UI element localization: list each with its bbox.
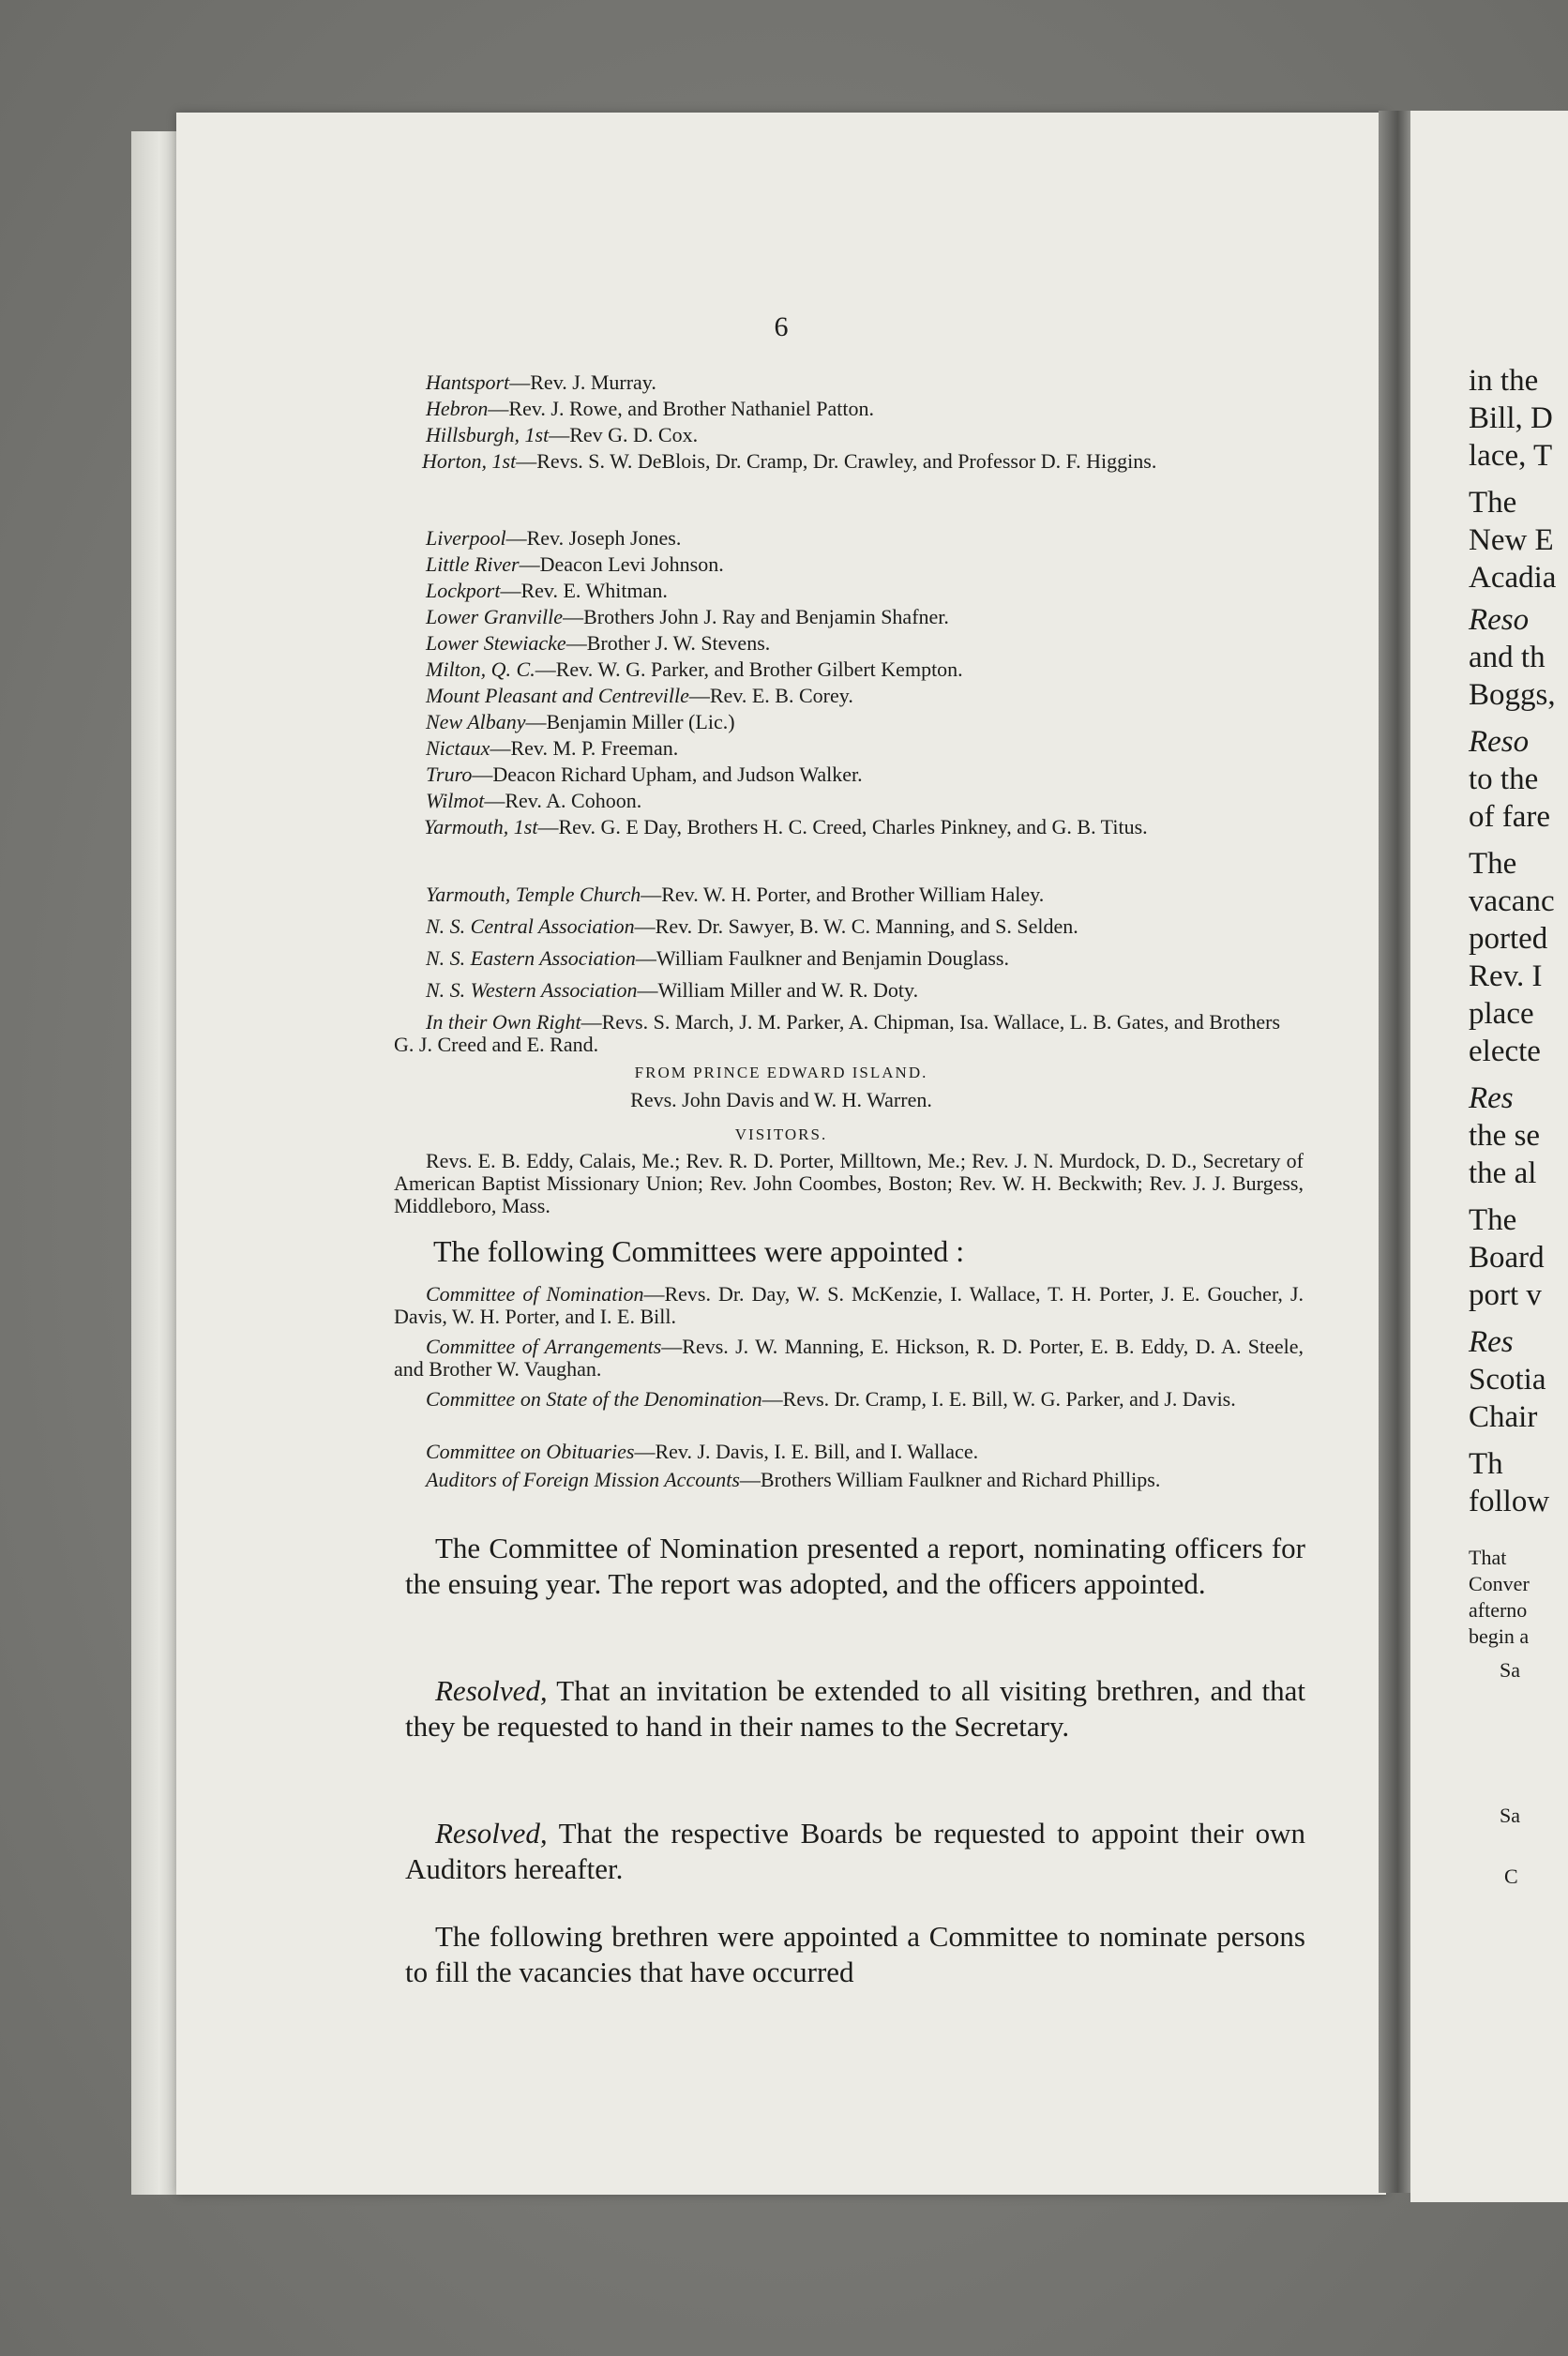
delegate-place: New Albany: [426, 710, 526, 733]
visitors-heading: VISITORS.: [734, 1125, 828, 1143]
delegate-names: —Revs. S. March, J. M. Parker, A. Chipman, Isa. Wallace, L. B. Gates, and Brothers G. J. Creed and E. Rand.: [394, 1010, 1281, 1056]
right-page-line: Chair: [1469, 1400, 1538, 1434]
right-page-line: Board: [1469, 1241, 1545, 1275]
delegate-entry: [394, 1011, 1304, 1056]
delegate-place: In their Own Right: [426, 1010, 581, 1034]
resolved-label: Resolved,: [435, 1817, 548, 1850]
delegate-place: Lower Stewiacke: [426, 631, 566, 655]
delegate-place: Horton, 1st: [422, 449, 517, 473]
delegate-place: N. S. Western Association: [426, 978, 638, 1002]
delegate-names: —Deacon Levi Johnson.: [519, 552, 724, 576]
delegate-names: —Brothers John J. Ray and Benjamin Shafner.: [563, 605, 949, 628]
right-page-line: electe: [1469, 1035, 1541, 1068]
delegate-place: Liverpool: [426, 526, 506, 550]
right-page-line: Res: [1469, 1081, 1514, 1115]
delegate-names: —Rev. J. Rowe, and Brother Nathaniel Patton.: [488, 397, 875, 420]
delegate-entry: [394, 915, 1304, 938]
delegate-entry: [394, 884, 1304, 906]
delegate-entry: [394, 606, 1304, 628]
right-page-line: the al: [1469, 1156, 1537, 1190]
committee-name: Auditors of Foreign Mission Accounts: [426, 1468, 740, 1491]
delegate-names: —Rev. Joseph Jones.: [505, 526, 682, 550]
delegate-place: Mount Pleasant and Centreville: [426, 684, 689, 707]
committee-members: —Brothers William Faulkner and Richard Phillips.: [739, 1468, 1161, 1491]
delegate-entry: [394, 685, 1304, 707]
right-page-line: Conver: [1469, 1572, 1530, 1595]
delegate-entry: [394, 763, 1304, 786]
right-page-line: That: [1469, 1546, 1507, 1569]
delegate-entry: [394, 658, 1304, 681]
right-page-line: and th: [1469, 641, 1545, 674]
committee-name: Committee on State of the Denomination: [426, 1387, 762, 1411]
delegate-entry: [394, 527, 1304, 550]
resolved-label: Resolved,: [435, 1674, 548, 1707]
right-page-line: afterno: [1469, 1598, 1528, 1622]
committee-entry: [394, 1469, 1304, 1491]
right-page-line: the se: [1469, 1119, 1541, 1153]
delegate-names: —Rev. A. Cohoon.: [484, 789, 642, 812]
committee-entry: [394, 1283, 1304, 1328]
delegate-names: —Brother J. W. Stevens.: [565, 631, 771, 655]
delegate-names: —Rev. W. H. Porter, and Brother William Haley.: [641, 883, 1045, 906]
right-page-line: Reso: [1469, 725, 1530, 759]
delegate-names: —Benjamin Miller (Lic.): [525, 710, 735, 733]
delegate-names: —Rev. J. Murray.: [509, 370, 656, 394]
pei-names: Revs. John Davis and W. H. Warren.: [630, 1088, 932, 1111]
delegate-place: Yarmouth, Temple Church: [426, 883, 641, 906]
right-page-line: place: [1469, 997, 1534, 1031]
delegate-names: —William Miller and W. R. Doty.: [637, 978, 919, 1002]
delegate-place: Yarmouth, 1st: [424, 815, 538, 838]
right-page: [1410, 111, 1568, 2202]
committee-members: —Rev. J. Davis, I. E. Bill, and I. Wallace.: [634, 1440, 979, 1463]
pei-heading: FROM PRINCE EDWARD ISLAND.: [634, 1064, 928, 1081]
delegate-place: Nictaux: [426, 736, 490, 760]
delegate-entry: [394, 816, 1304, 838]
right-page-line: C: [1504, 1865, 1518, 1888]
right-page-line: Reso: [1469, 603, 1530, 637]
delegate-names: —Rev. E. B. Corey.: [688, 684, 853, 707]
right-page-line: Th: [1469, 1447, 1503, 1481]
delegate-place: Hillsburgh, 1st: [426, 423, 550, 446]
right-page-line: port v: [1469, 1278, 1542, 1312]
delegate-entry: [394, 979, 1304, 1002]
delegate-names: —William Faulkner and Benjamin Douglass.: [635, 946, 1009, 970]
delegate-place: Little River: [426, 552, 520, 576]
committee-entry: [394, 1441, 1304, 1463]
right-page-line: Sa: [1500, 1658, 1520, 1682]
right-page-line: Bill, D: [1469, 401, 1553, 435]
delegate-names: —Rev. E. Whitman.: [500, 579, 668, 602]
delegate-place: Hantsport: [426, 370, 510, 394]
delegate-place: Milton, Q. C.: [426, 657, 535, 681]
committee-name: Committee of Arrangements: [426, 1335, 662, 1358]
right-page-line: follow: [1469, 1485, 1550, 1518]
delegate-names: —Rev G. D. Cox.: [549, 423, 699, 446]
right-page-line: The: [1469, 1203, 1517, 1237]
right-page-line: The: [1469, 486, 1517, 520]
resolution-paragraph: Resolved, That an invitation be extended to all visiting brethren, and that they be requested to hand in their names to the Secretary.: [405, 1674, 1305, 1743]
right-page-line: lace, T: [1469, 439, 1553, 473]
visitors-text: Revs. E. B. Eddy, Calais, Me.; Rev. R. D. Porter, Milltown, Me.; Rev. J. N. Murdock, D. D., Secretary of American Baptist Missionary Union; Rev. John Coombes, Boston; Rev. W. H. Beckwith; Rev. J. J. Burgess, Middleboro, Mass.: [394, 1149, 1304, 1217]
delegate-names: —Rev. M. P. Freeman.: [490, 736, 679, 760]
right-page-line: Rev. I: [1469, 959, 1543, 993]
committee-name: Committee of Nomination: [426, 1282, 644, 1306]
delegate-entry: [394, 737, 1304, 760]
delegate-names: —Revs. S. W. DeBlois, Dr. Cramp, Dr. Crawley, and Professor D. F. Higgins.: [516, 449, 1157, 473]
right-page-line: New E: [1469, 523, 1554, 557]
delegate-names: —Rev. G. E Day, Brothers H. C. Creed, Charles Pinkney, and G. B. Titus.: [537, 815, 1148, 838]
delegate-place: N. S. Eastern Association: [426, 946, 636, 970]
right-page-line: Res: [1469, 1325, 1514, 1359]
committee-members: —Revs. Dr. Day, W. S. McKenzie, I. Wallace, T. H. Porter, J. E. Goucher, J. Davis, W. H. Porter, and I. E. Bill.: [394, 1282, 1304, 1328]
resolution-paragraph: Resolved, That the respective Boards be requested to appoint their own Auditors hereafter.: [405, 1817, 1305, 1885]
delegate-names: —Deacon Richard Upham, and Judson Walker.: [472, 763, 863, 786]
page-number: 6: [774, 311, 789, 342]
right-page-line: begin a: [1469, 1624, 1530, 1648]
right-page-line: Boggs,: [1469, 678, 1556, 712]
delegate-place: Hebron: [426, 397, 489, 420]
delegate-place: N. S. Central Association: [426, 914, 635, 938]
delegate-place: Lockport: [426, 579, 501, 602]
right-page-line: Acadia: [1469, 561, 1557, 595]
delegate-entry: [394, 371, 1304, 394]
delegate-entry: [394, 553, 1304, 576]
delegate-entry: [394, 632, 1304, 655]
nomination-report-paragraph: The Committee of Nomination presented a report, nominating officers for the ensuing year. The report was adopted, and the officers appointed.: [405, 1532, 1305, 1600]
committee-entry: [394, 1388, 1304, 1411]
committees-heading: The following Committees were appointed :: [433, 1234, 965, 1268]
delegate-names: —Rev. Dr. Sawyer, B. W. C. Manning, and S. Selden.: [634, 914, 1078, 938]
right-page-line: in the: [1469, 364, 1539, 398]
delegate-entry: [394, 790, 1304, 812]
right-page-line: ported: [1469, 922, 1548, 956]
committee-name: Committee on Obituaries: [426, 1440, 635, 1463]
committee-members: —Revs. Dr. Cramp, I. E. Bill, W. G. Parker, and J. Davis.: [761, 1387, 1236, 1411]
delegate-entry: [394, 450, 1304, 473]
book-gutter: [1379, 111, 1410, 2193]
delegate-place: Lower Granville: [426, 605, 564, 628]
committee-entry: [394, 1336, 1304, 1381]
delegate-place: Truro: [426, 763, 473, 786]
delegate-entry: [394, 424, 1304, 446]
delegate-names: —Rev. W. G. Parker, and Brother Gilbert Kempton.: [535, 657, 963, 681]
right-page-line: vacanc: [1469, 884, 1555, 918]
delegate-entry: [394, 398, 1304, 420]
delegate-entry: [394, 580, 1304, 602]
right-page-line: The: [1469, 847, 1517, 881]
right-page-line: of fare: [1469, 800, 1551, 834]
delegate-entry: [394, 947, 1304, 970]
committee-members: —Revs. J. W. Manning, E. Hickson, R. D. Porter, E. B. Eddy, D. A. Steele, and Brother W. Vaughan.: [394, 1335, 1304, 1381]
right-page-line: Sa: [1500, 1804, 1520, 1827]
right-page-line: Scotia: [1469, 1363, 1546, 1397]
delegate-entry: [394, 711, 1304, 733]
delegate-place: Wilmot: [426, 789, 485, 812]
right-page-line: to the: [1469, 763, 1539, 796]
appointment-paragraph: The following brethren were appointed a Committee to nominate persons to fill the vacancies that have occurred: [405, 1920, 1305, 1988]
